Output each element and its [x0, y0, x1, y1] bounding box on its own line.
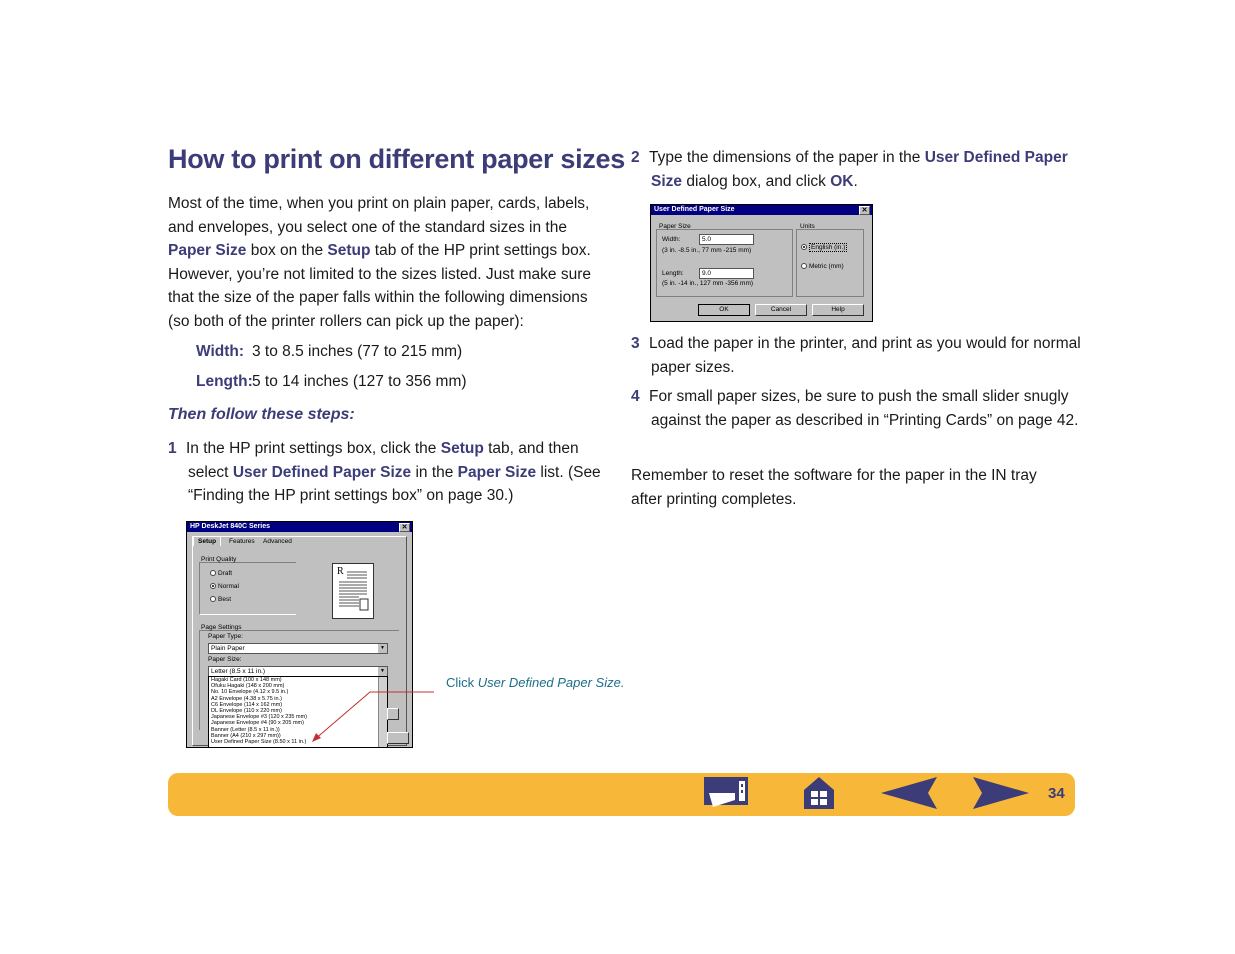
page-number: 34 [1048, 785, 1065, 802]
page-title: How to print on different paper sizes [168, 144, 625, 174]
width-label: Width: [662, 236, 681, 243]
width-range: (3 in. -8.5 in., 77 mm -215 mm) [662, 247, 752, 254]
list-item[interactable]: Japanese Envelope #3 (120 x 235 mm) [211, 714, 308, 721]
list-item[interactable]: Japanese Envelope #4 (90 x 205 mm) [211, 720, 304, 727]
user-defined-paper-size-dialog [650, 204, 873, 322]
paper-type-select[interactable]: Plain Paper ▼ [208, 643, 388, 654]
list-item[interactable]: DL Envelope (110 x 220 mm) [211, 708, 282, 715]
list-item[interactable]: A2 Envelope (4.38 x 5.75 in.) [211, 695, 282, 702]
quality-draft-radio[interactable]: Draft [210, 570, 232, 577]
ok-button[interactable]: OK [698, 304, 750, 316]
callout-pointer-icon [300, 684, 440, 746]
cancel-button[interactable]: Cancel [755, 304, 807, 316]
forward-arrow-icon[interactable] [972, 776, 1030, 810]
footer-nav-bar [168, 773, 1075, 816]
callout-text: Click User Defined Paper Size. [446, 675, 625, 690]
help-button[interactable]: Help [812, 304, 864, 316]
list-item[interactable]: No. 10 Envelope (4.12 x 9.5 in.) [211, 689, 289, 696]
tab-setup[interactable]: Setup [193, 536, 221, 546]
quality-normal-radio[interactable]: Normal [210, 583, 239, 590]
preview-lines-icon [337, 570, 370, 614]
chevron-down-icon[interactable]: ▼ [378, 667, 387, 676]
unit-metric-radio[interactable]: Metric (mm) [801, 263, 844, 270]
step-2: 2 Type the dimensions of the paper in the User Defined Paper Size dialog box, and click OK. [631, 149, 1068, 190]
length-label: Length: [662, 270, 684, 277]
printer-icon[interactable] [703, 776, 749, 810]
paper-size-term: Paper Size [168, 242, 247, 259]
length-input[interactable]: 9.0 [699, 268, 754, 279]
list-item[interactable]: Banner (Letter (8.5 x 11 in.)) [211, 726, 280, 733]
width-input[interactable]: 5.0 [699, 234, 754, 245]
unit-english-radio[interactable]: English (in.) [801, 244, 847, 251]
list-item[interactable]: C6 Envelope (114 x 162 mm) [211, 701, 283, 708]
close-icon[interactable]: ✕ [399, 523, 410, 532]
steps-heading: Then follow these steps: [168, 406, 355, 423]
print-quality-label: Print Quality [201, 556, 237, 563]
preview-letter: R [337, 566, 344, 577]
paper-type-label: Paper Type: [208, 633, 243, 640]
units-label: Units [800, 223, 815, 230]
page-preview [332, 563, 374, 619]
paper-size-select[interactable]: Letter (8.5 x 11 in.) ▼ [208, 666, 388, 677]
chevron-down-icon[interactable]: ▼ [378, 644, 387, 653]
setup-term: Setup [327, 242, 371, 259]
close-icon[interactable]: ✕ [859, 206, 870, 215]
tab-features[interactable]: Features [229, 538, 255, 545]
list-item[interactable]: Banner (A4 (210 x 297 mm)) [211, 732, 281, 739]
step-3: 3 Load the paper in the printer, and print as you would for normal paper sizes. [631, 335, 1081, 376]
width-dimension: Width: 3 to 8.5 inches (77 to 215 mm) [196, 343, 463, 360]
intro-paragraph: Most of the time, when you print on plain paper, cards, labels, and envelopes, you select one of the standard sizes in the Paper Size box on the Setup tab of the HP print settings box. However, you’re not limited to the sizes listed. Just make sure that the size of the paper falls within the following dimensions (so both of the printer rollers can pick up the paper): [168, 195, 591, 330]
tab-advanced[interactable]: Advanced [263, 538, 292, 545]
step-1: 1 In the HP print settings box, click the Setup tab, and then select User Defined Paper Size in the Paper Size list. (See “Finding the HP print settings box” on page 30.) [168, 440, 601, 504]
quality-best-radio[interactable]: Best [210, 596, 231, 603]
dialog-titlebar: HP DeskJet 840C Series ✕ [187, 522, 412, 532]
back-arrow-icon[interactable] [880, 776, 938, 810]
step-4: 4 For small paper sizes, be sure to push the small slider snugly against the paper as described in “Printing Cards” on page 42. [631, 388, 1079, 429]
home-icon[interactable] [802, 776, 836, 810]
length-range: (5 in. -14 in., 127 mm -356 mm) [662, 280, 754, 287]
paper-size-group-label: Paper Size [659, 223, 691, 230]
closing-paragraph: Remember to reset the software for the paper in the IN tray after printing completes. [631, 467, 1037, 508]
page-settings-label: Page Settings [201, 624, 242, 631]
dialog-titlebar: User Defined Paper Size ✕ [651, 205, 872, 215]
list-item[interactable]: User Defined Paper Size (8.50 x 11 in.) [211, 739, 307, 746]
list-item[interactable]: Hagaki Card (100 x 148 mm) [211, 677, 282, 683]
list-item[interactable]: Ofuku Hagaki (148 x 200 mm) [211, 683, 285, 690]
paper-size-label: Paper Size: [208, 656, 242, 663]
length-dimension: Length:5 to 14 inches (127 to 356 mm) [196, 373, 467, 390]
